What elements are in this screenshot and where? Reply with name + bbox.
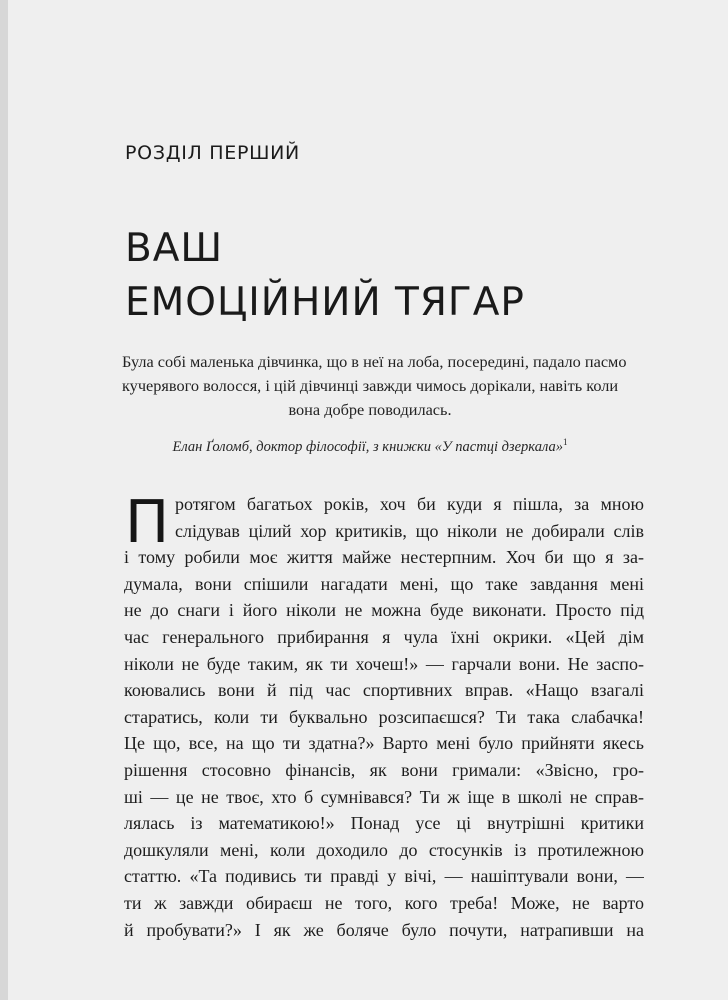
epigraph-line: Була собі маленька дівчинка, що в неї на лоба, посередині, падало пасмо <box>122 352 627 371</box>
body-line: час генерального прибирання я чула їхні окрики. «Цей дім <box>124 626 644 647</box>
body-line: рішення стосовно фінансів, як вони гримали: «Звісно, гро- <box>124 759 644 780</box>
epigraph-source-text: Елан Ґоломб, доктор філософії, з книжки «У пастці дзеркала» <box>172 438 563 455</box>
body-line: думала, вони спішили нагадати мені, що таке завдання мені <box>124 573 644 594</box>
page-binding-edge <box>0 0 8 1000</box>
body-line: слідував цілий хор критиків, що ніколи не добирали слів <box>175 520 644 541</box>
body-line: ші — це не твоє, хто б сумнівався? Ти ж іще в школі не справ- <box>124 786 644 807</box>
chapter-title <box>125 222 525 330</box>
body-line: коювались вони й під час спортивних вправ. «Нащо взагалі <box>124 680 644 701</box>
body-line: і тому робили моє життя майже нестерпним. Хоч би що я за- <box>124 547 644 568</box>
epigraph-line: кучерявого волосся, і цій дівчинці завжди чимось дорікали, навіть коли <box>122 376 619 395</box>
epigraph-line: вона добре поводилась. <box>288 400 452 419</box>
footnote-marker: 1 <box>562 437 568 447</box>
epigraph-source <box>122 432 618 457</box>
chapter-title-line: ВАШ <box>125 226 224 271</box>
body-line: не до снаги і його ніколи не можна буде виконати. Просто під <box>124 600 644 621</box>
body-line: дошкуляли мені, коли доходило до стосунків із протилежною <box>124 839 644 860</box>
chapter-label: РОЗДІЛ ПЕРШИЙ <box>125 142 300 164</box>
body-line: ротягом багатьох років, хоч би куди я пішла, за мною <box>175 494 644 514</box>
body-paragraph <box>124 487 644 943</box>
chapter-title-line: ЕМОЦІЙНИЙ ТЯГАР <box>125 280 525 325</box>
body-line: й пробувати?» І як же боляче було почути, натрапивши на <box>124 919 644 940</box>
drop-cap: П <box>124 487 170 556</box>
body-line: статтю. «Та подивись ти правді у вічі, — нашіптували вони, — <box>124 866 644 887</box>
epigraph-quote <box>122 350 627 422</box>
body-line: старатись, коли ти буквально розсипаєшся? Ти така слабачка! <box>124 706 644 727</box>
body-line: ти ж завжди обираєш не того, кого треба! Може, не варто <box>124 892 644 913</box>
body-line: лялась із математикою!» Понад усе ці внутрішні критики <box>124 813 644 834</box>
body-line: Це що, все, на що ти здатна?» Варто мені було прийняти якесь <box>124 733 644 754</box>
body-line: ніколи не буде таким, як ти хочеш!» — гарчали вони. Не заспо- <box>124 653 644 674</box>
